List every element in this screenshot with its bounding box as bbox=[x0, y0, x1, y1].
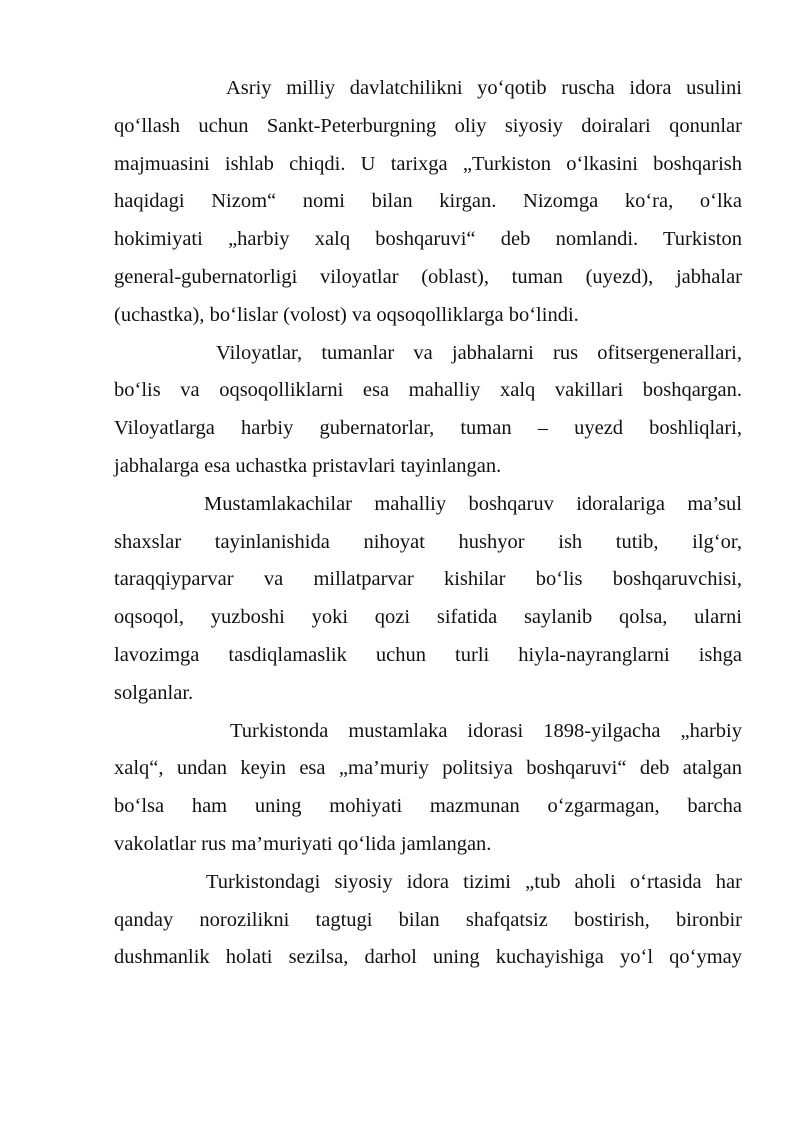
paragraph-governance-structure bbox=[114, 335, 742, 486]
text-line: haqidagi Nizom“ nomi bilan kirgan. Nizomga ko‘ra, o‘lka bbox=[114, 190, 742, 213]
text-line: jabhalarga esa uchastka pristavlari tayinlangan. bbox=[114, 454, 502, 477]
paragraph-local-appointments bbox=[114, 486, 742, 713]
text-line: qanday norozilikni tagtugi bilan shafqatsiz bostirish, bironbir bbox=[114, 908, 742, 931]
text-line: xalq“, undan keyin esa „ma’muriy politsiya boshqaruvi“ deb atalgan bbox=[114, 757, 742, 780]
document-page bbox=[114, 70, 742, 977]
paragraph-political-system bbox=[114, 864, 742, 977]
text-line: solganlar. bbox=[114, 681, 194, 704]
text-line: Turkistondagi siyosiy idora tizimi „tub aholi o‘rtasida har bbox=[206, 870, 742, 893]
paragraph-colonial-administration bbox=[114, 713, 742, 864]
text-line: Mustamlakachilar mahalliy boshqaruv idoralariga ma’sul bbox=[204, 492, 742, 515]
text-line: bo‘lsa ham uning mohiyati mazmunan o‘zgarmagan, barcha bbox=[114, 795, 742, 818]
text-line: (uchastka), bo‘lislar (volost) va oqsoqolliklarga bo‘lindi. bbox=[114, 303, 579, 326]
text-line: lavozimga tasdiqlamaslik uchun turli hiyla-nayranglarni ishga bbox=[114, 643, 742, 666]
text-line: oqsoqol, yuzboshi yoki qozi sifatida saylanib qolsa, ularni bbox=[114, 606, 742, 629]
text-line: majmuasini ishlab chiqdi. U tarixga „Turkiston o‘lkasini boshqarish bbox=[114, 152, 742, 175]
text-line: Viloyatlar, tumanlar va jabhalarni rus ofitsergenerallari, bbox=[216, 341, 742, 364]
text-line: bo‘lis va oqsoqolliklarni esa mahalliy xalq vakillari boshqargan. bbox=[114, 379, 742, 402]
text-line: vakolatlar rus ma’muriyati qo‘lida jamlangan. bbox=[114, 832, 492, 855]
text-line: Viloyatlarga harbiy gubernatorlar, tuman – uyezd boshliqlari, bbox=[114, 417, 742, 440]
text-line: dushmanlik holati sezilsa, darhol uning kuchayishiga yo‘l qo‘ymay bbox=[114, 946, 742, 969]
text-line: qo‘llash uchun Sankt-Peterburgning oliy siyosiy doiralari qonunlar bbox=[114, 114, 742, 137]
text-line: shaxslar tayinlanishida nihoyat hushyor ish tutib, ilg‘or, bbox=[114, 530, 742, 553]
text-line: taraqqiyparvar va millatparvar kishilar bo‘lis boshqaruvchisi, bbox=[114, 568, 742, 591]
text-line: Turkistonda mustamlaka idorasi 1898-yilgacha „harbiy bbox=[230, 719, 742, 742]
text-line: general-gubernatorligi viloyatlar (oblast), tuman (uyezd), jabhalar bbox=[114, 265, 742, 288]
paragraph-administration-regulation bbox=[114, 70, 742, 335]
text-line: hokimiyati „harbiy xalq boshqaruvi“ deb nomlandi. Turkiston bbox=[114, 228, 742, 251]
text-line: Asriy milliy davlatchilikni yo‘qotib ruscha idora usulini bbox=[226, 77, 742, 99]
